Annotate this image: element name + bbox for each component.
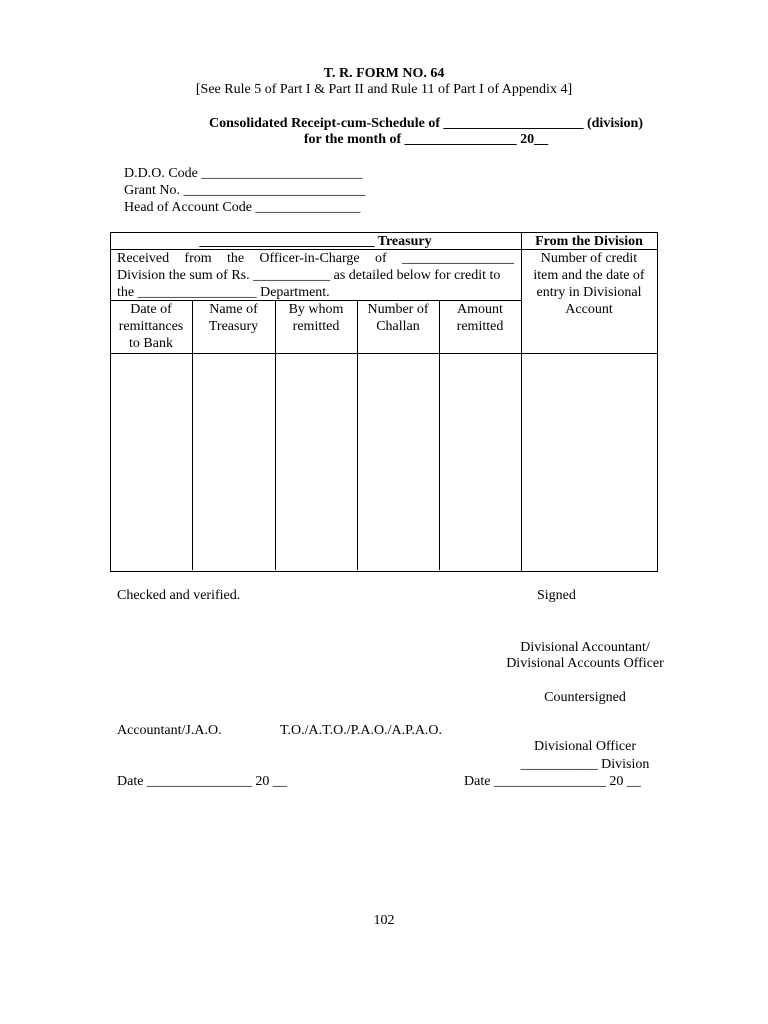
treasury-header: _________________________ Treasury <box>199 234 432 249</box>
head-of-account-field: Head of Account Code _______________ <box>124 200 361 215</box>
column-header-by-whom-l1: By whom <box>288 302 344 317</box>
column-header-amount <box>439 301 521 335</box>
right-col-line-1: Number of credit <box>540 251 638 266</box>
grant-no-field: Grant No. __________________________ <box>124 183 366 198</box>
column-header-date-l2: remittances <box>118 319 184 334</box>
form-title: T. R. FORM NO. 64 <box>323 66 445 81</box>
column-header-date-l1: Date of <box>130 302 172 317</box>
column-header-date <box>110 301 192 352</box>
column-header-amount-l1: Amount <box>457 302 503 317</box>
column-header-challan-l1: Number of <box>367 302 429 317</box>
column-header-treasury-l2: Treasury <box>208 319 259 334</box>
accountant-label: Accountant/J.A.O. <box>117 723 222 738</box>
column-header-challan-l2: Challan <box>376 319 420 334</box>
column-header-date-l3: to Bank <box>129 336 173 351</box>
right-col-line-2: item and the date of <box>533 268 645 283</box>
date-left-field: Date _______________ 20 __ <box>117 774 287 789</box>
received-word-3: the <box>226 251 245 266</box>
treasury-officer-label: T.O./A.T.O./P.A.O./A.P.A.O. <box>280 723 443 738</box>
column-header-amount-l2: remitted <box>456 319 504 334</box>
received-word-6: ________________ <box>401 251 514 266</box>
ddo-code-field: D.D.O. Code _______________________ <box>124 166 363 181</box>
form-rule-reference: [See Rule 5 of Part I & Part II and Rule 11 of Part I of Appendix 4] <box>195 82 573 97</box>
right-col-line-3: entry in Divisional <box>536 285 642 300</box>
divisional-accountant-line1: Divisional Accountant/ <box>520 640 650 655</box>
column-header-by-whom <box>275 301 357 335</box>
date-right-field: Date ________________ 20 __ <box>464 774 641 789</box>
column-header-treasury <box>192 301 275 335</box>
column-header-challan <box>357 301 439 335</box>
received-word-5: of <box>374 251 387 266</box>
divisional-officer-label: Divisional Officer <box>534 739 636 754</box>
received-word-2: from <box>184 251 212 266</box>
table-col-divider-3 <box>357 300 358 570</box>
received-word-1: Received <box>117 251 170 266</box>
division-field: ___________ Division <box>520 757 650 772</box>
page-number: 102 <box>373 913 395 928</box>
table-col-divider-4 <box>439 300 440 570</box>
countersigned-label: Countersigned <box>544 690 626 705</box>
schedule-title-line2: for the month of ________________ 20__ <box>303 132 549 147</box>
from-division-header: From the Division <box>535 234 643 249</box>
table-col-divider-2 <box>275 300 276 570</box>
received-line-1 <box>117 250 514 267</box>
right-col-line-4: Account <box>565 302 613 317</box>
schedule-title-line1: Consolidated Receipt-cum-Schedule of ____________________ (division) <box>209 116 643 131</box>
received-word-4: Officer-in-Charge <box>259 251 360 266</box>
signed-label: Signed <box>537 588 576 603</box>
received-line-2: Division the sum of Rs. ___________ as detailed below for credit to <box>117 268 501 283</box>
column-header-treasury-l1: Name of <box>209 302 258 317</box>
divisional-accountant-line2: Divisional Accounts Officer <box>506 656 664 671</box>
table-col-divider-1 <box>192 300 193 570</box>
checked-verified: Checked and verified. <box>117 588 241 603</box>
received-line-3: the _________________ Department. <box>117 285 330 300</box>
column-header-by-whom-l2: remitted <box>292 319 340 334</box>
